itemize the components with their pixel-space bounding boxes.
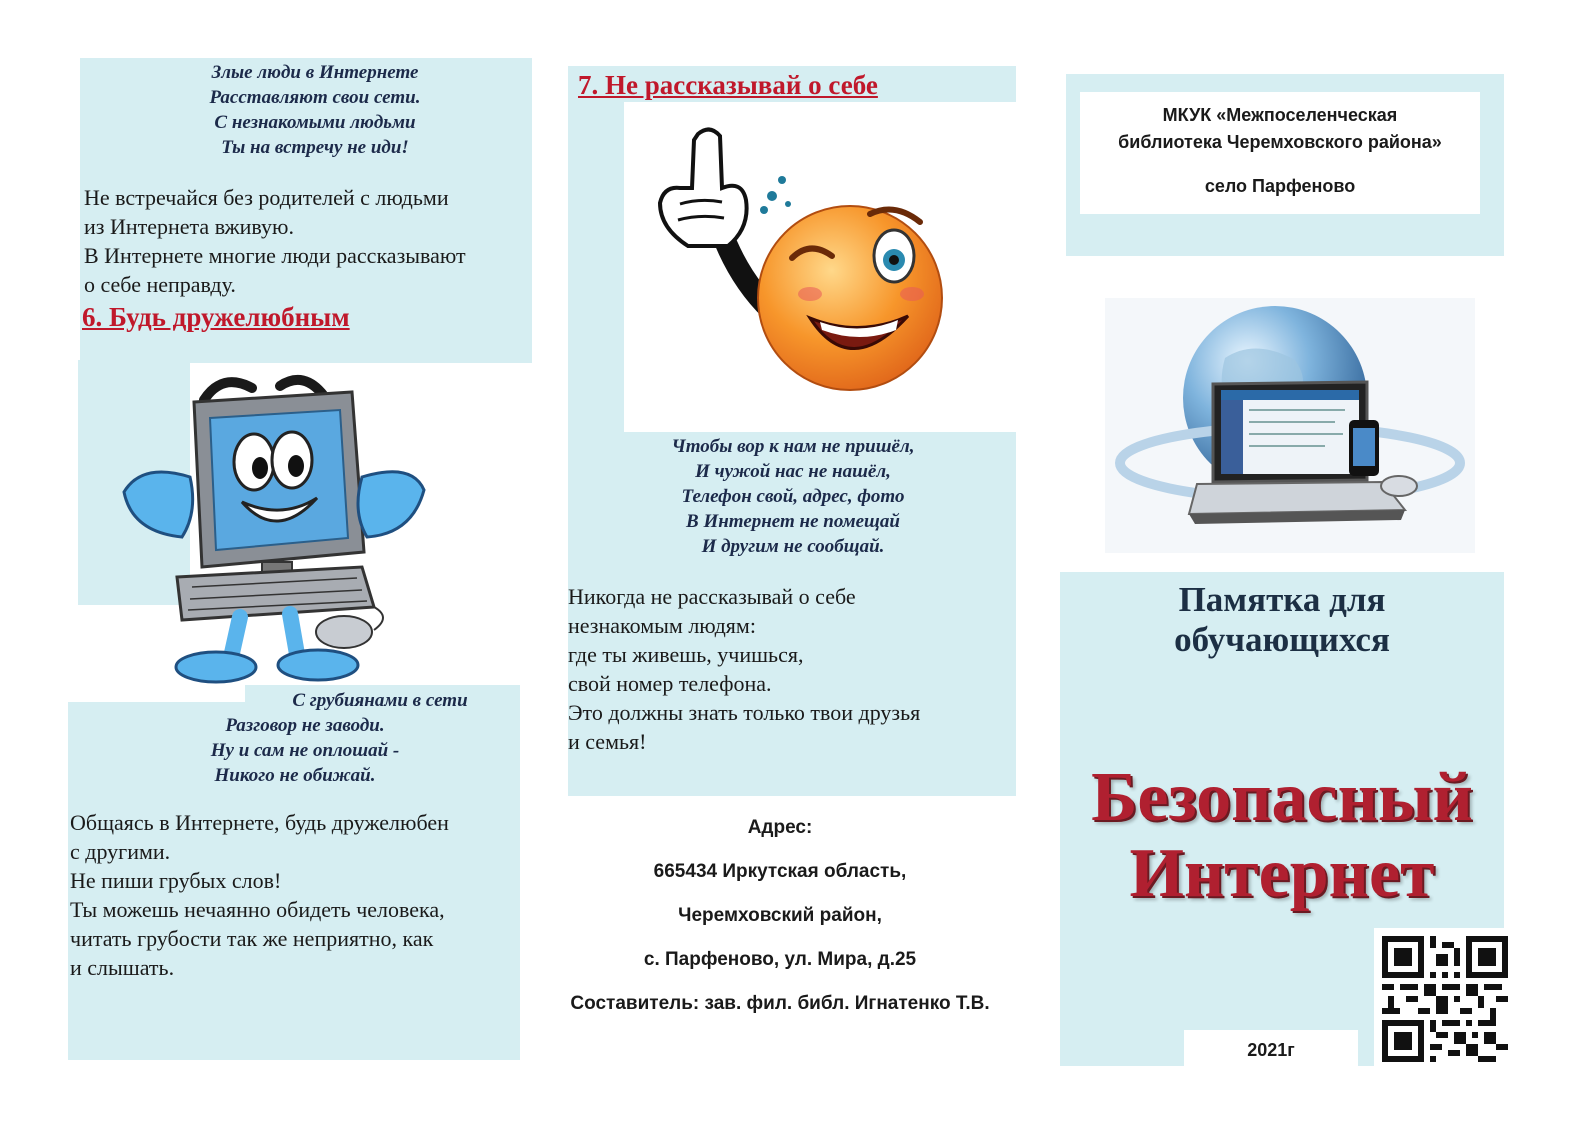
poem-strangers bbox=[150, 60, 480, 160]
cartoon-computer-icon bbox=[112, 362, 432, 687]
poem-line: Телефон свой, адрес, фото bbox=[681, 486, 905, 507]
author-line: Составитель: зав. фил. библ. Игнатенко Т.В. bbox=[570, 993, 990, 1014]
poem-line: Разговор не заводи. bbox=[225, 715, 385, 736]
title-line: Безопасный bbox=[1091, 759, 1473, 836]
org-name bbox=[1080, 102, 1480, 156]
poem-line: И другим не сообщай. bbox=[701, 536, 885, 557]
text-line: Общаясь в Интернете, будь дружелюбен bbox=[70, 810, 449, 835]
text-line: незнакомым людям: bbox=[568, 613, 756, 638]
text-line: Это должны знать только твои друзья bbox=[568, 700, 921, 725]
globe-laptop-icon bbox=[1105, 298, 1475, 553]
contact-block bbox=[560, 806, 1000, 1026]
subtitle-line: обучающихся bbox=[1174, 620, 1390, 659]
address-line: с. Парфеново, ул. Мира, д.25 bbox=[643, 949, 917, 970]
org-line: МКУК «Межпоселенческая bbox=[1162, 105, 1398, 125]
poem-thief bbox=[618, 434, 968, 559]
text-line: Никогда не рассказывай о себе bbox=[568, 584, 856, 609]
org-line: библиотека Черемховского района» bbox=[1118, 132, 1442, 152]
text-line: Не пиши грубых слов! bbox=[70, 868, 282, 893]
poem-line: Ты на встречу не иди! bbox=[221, 137, 409, 158]
text-line: читать грубости так же неприятно, как bbox=[70, 926, 434, 951]
main-title bbox=[1060, 760, 1504, 912]
poem-line: С незнакомыми людьми bbox=[214, 112, 416, 133]
subtitle bbox=[1060, 580, 1504, 660]
poem-line: С грубиянами в сети bbox=[292, 690, 468, 711]
poem-line: И чужой нас не нашёл, bbox=[695, 461, 891, 482]
text-dont-meet bbox=[84, 183, 466, 299]
poem-line: Злые люди в Интернете bbox=[211, 62, 419, 83]
text-line: из Интернета вживую. bbox=[84, 214, 294, 239]
poem-line: В Интернет не помещай bbox=[686, 511, 900, 532]
text-line: и слышать. bbox=[70, 955, 175, 980]
poem-line: Чтобы вор к нам не пришёл, bbox=[671, 436, 915, 457]
year-label: 2021г bbox=[1247, 1040, 1295, 1060]
text-line: свой номер телефона. bbox=[568, 671, 772, 696]
address-line: 665434 Иркутская область, bbox=[653, 861, 907, 882]
heading-be-friendly: 6. Будь дружелюбным bbox=[82, 302, 350, 332]
text-line: и семья! bbox=[568, 729, 647, 754]
poem-rude bbox=[170, 688, 500, 788]
text-line: В Интернете многие люди рассказывают bbox=[84, 243, 466, 268]
text-line: с другими. bbox=[70, 839, 171, 864]
title-line: Интернет bbox=[1129, 835, 1435, 912]
text-line: где ты живешь, учишься, bbox=[568, 642, 804, 667]
text-be-friendly bbox=[70, 808, 449, 982]
address-label: Адрес: bbox=[747, 817, 813, 838]
heading-dont-tell: 7. Не рассказывай о себе bbox=[578, 70, 878, 100]
qr-code-icon bbox=[1382, 936, 1508, 1062]
poem-line: Ну и сам не оплошай - bbox=[210, 740, 400, 761]
poem-line: Расставляют свои сети. bbox=[209, 87, 421, 108]
subtitle-line: Памятка для bbox=[1178, 580, 1386, 619]
address-line: Черемховский район, bbox=[678, 905, 882, 926]
text-line: Не встречайся без родителей с людьми bbox=[84, 185, 449, 210]
text-dont-tell bbox=[568, 582, 920, 756]
village-name: село Парфеново bbox=[1204, 176, 1356, 196]
text-line: о себе неправду. bbox=[84, 272, 236, 297]
poem-line: Никого не обижай. bbox=[214, 765, 376, 786]
winking-smiley-icon bbox=[650, 118, 950, 418]
text-line: Ты можешь нечаянно обидеть человека, bbox=[70, 897, 445, 922]
